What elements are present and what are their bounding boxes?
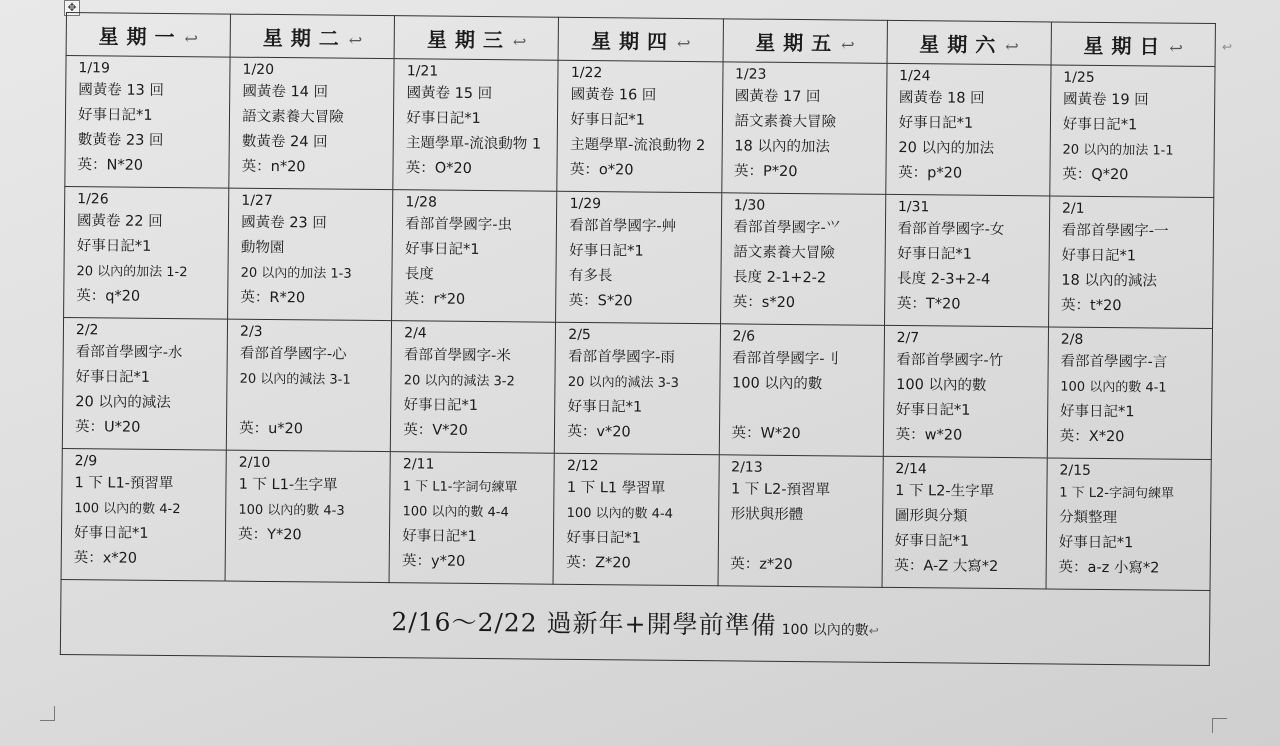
- task-line: 長度: [404, 266, 434, 283]
- task-line: 英：S*20: [568, 292, 633, 310]
- task-line: 英：p*20: [898, 164, 963, 182]
- task-line: 英：Q*20: [1062, 166, 1129, 184]
- task-line: 好事日記*1: [77, 107, 153, 124]
- day-date: 2/9: [74, 453, 98, 470]
- day-cell: [1048, 196, 1213, 329]
- task-line: 有多長: [568, 267, 613, 285]
- task-line: [238, 548, 383, 574]
- day-date: 2/5: [568, 326, 591, 344]
- task-line: 英：w*20: [895, 426, 963, 444]
- task-line: 國黃卷 15 回: [406, 85, 493, 103]
- day-cell: [555, 322, 720, 455]
- task-line: [730, 527, 875, 553]
- weekday-header: 星期日 ↩: [1051, 22, 1216, 67]
- task-line: 國黃卷 18 回: [898, 89, 985, 107]
- task-line: 英：v*20: [567, 423, 631, 441]
- task-line: 看部首學國字-女: [897, 220, 1005, 239]
- task-line: 語文素養大冒險: [242, 108, 344, 126]
- task-line: 英：q*20: [76, 288, 141, 305]
- task-line: 20 以內的加法 1-2: [76, 264, 188, 281]
- day-cell: [553, 453, 718, 586]
- day-date: 2/4: [404, 325, 427, 342]
- day-cell: [391, 321, 556, 454]
- task-line: 看部首學國字-水: [75, 344, 183, 362]
- weekday-header: 星期五 ↩: [723, 19, 888, 64]
- task-line: 好事日記*1: [897, 245, 972, 263]
- day-date: 1/22: [570, 64, 603, 82]
- day-date: 2/6: [732, 328, 756, 345]
- task-line: 英：t*20: [1060, 297, 1122, 315]
- task-line: 好事日記*1: [76, 238, 152, 255]
- task-line: 1 下 L2-字詞句練單: [1059, 485, 1175, 502]
- task-line: 英：n*20: [241, 158, 306, 176]
- task-line: 數黃卷 23 回: [77, 132, 164, 149]
- task-line: 語文素養大冒險: [733, 244, 835, 262]
- task-line: 英：N*20: [77, 157, 144, 174]
- task-line: 100 以內的數: [731, 375, 823, 393]
- day-date: 2/10: [238, 454, 271, 471]
- task-line: 好事日記*1: [570, 111, 645, 129]
- task-line: 國黃卷 16 回: [570, 86, 657, 104]
- task-line: 100 以內的數: [896, 376, 987, 394]
- day-cell: [883, 325, 1048, 458]
- task-line: 20 以內的減法 3-2: [403, 373, 515, 390]
- page-corner-marker: [40, 706, 55, 721]
- task-line: 語文素養大冒險: [734, 113, 837, 131]
- task-line: 100 以內的數 4-4: [402, 504, 509, 521]
- task-line: 英：y*20: [401, 553, 466, 570]
- task-line: 英：o*20: [569, 161, 634, 179]
- paragraph-mark-icon: ↩: [1222, 40, 1233, 54]
- day-date: 1/19: [78, 60, 110, 77]
- day-date: 1/23: [734, 66, 767, 83]
- day-cell: [225, 450, 390, 583]
- task-line: 1 下 L1-預習單: [74, 475, 174, 493]
- task-line: 100 以內的數 4-2: [74, 501, 181, 518]
- task-line: 英：Y*20: [238, 526, 302, 544]
- task-line: 20 以內的減法 3-3: [567, 374, 680, 391]
- day-cell: [556, 191, 721, 324]
- task-line: 英：U*20: [74, 419, 141, 436]
- day-cell: [228, 188, 393, 321]
- day-cell: [393, 59, 558, 192]
- task-line: 看部首學國字-心: [239, 345, 347, 363]
- task-line: 好事日記*1: [895, 401, 971, 419]
- week-row: [62, 317, 1212, 459]
- task-line: 好事日記*1: [73, 525, 149, 542]
- day-date: 1/31: [897, 198, 930, 216]
- task-line: 英：a-z 小寫*2: [1058, 559, 1160, 577]
- task-line: 20 以內的減法 3-1: [239, 371, 351, 388]
- task-line: 好事日記*1: [1058, 534, 1134, 552]
- task-line: 看部首學國字-虫: [405, 216, 513, 234]
- task-line: 20 以內的加法 1-1: [1062, 142, 1174, 159]
- day-date: 2/1: [1061, 200, 1085, 217]
- task-line: 國黃卷 19 回: [1062, 91, 1149, 109]
- day-date: 1/30: [733, 197, 766, 214]
- task-line: 好事日記*1: [406, 110, 481, 127]
- task-line: 看部首學國字-竹: [896, 351, 1004, 370]
- task-line: 1 下 L2-生字單: [895, 482, 995, 500]
- day-cell: [65, 56, 230, 189]
- task-line: 英：T*20: [896, 295, 961, 313]
- task-line: 英：W*20: [731, 425, 801, 443]
- task-line: 英：X*20: [1059, 428, 1125, 446]
- task-line: 18 以內的減法: [1061, 272, 1157, 290]
- day-date: 2/3: [240, 323, 263, 340]
- task-line: 英：A-Z 大寫*2: [894, 557, 999, 575]
- task-line: 20 以內的加法: [898, 139, 995, 157]
- task-line: 100 以內的數 4-4: [566, 505, 674, 522]
- move-cross-icon[interactable]: ✥: [64, 0, 80, 16]
- day-cell: [557, 60, 722, 193]
- task-line: 1 下 L1 學習單: [566, 479, 666, 497]
- task-line: 動物園: [240, 239, 285, 257]
- weekday-header: 星期二 ↩: [230, 14, 395, 59]
- day-date: 1/28: [405, 194, 437, 211]
- task-line: 100 以內的數 4-3: [238, 502, 345, 519]
- day-date: 2/12: [567, 457, 599, 475]
- weekday-header: 星期一 ↩: [66, 13, 231, 58]
- task-line: 20 以內的減法: [75, 394, 171, 412]
- day-date: 2/14: [895, 460, 927, 478]
- task-line: 圖形與分類: [894, 507, 968, 525]
- task-line: 好事日記*1: [1059, 403, 1135, 421]
- day-date: 2/7: [896, 329, 920, 347]
- day-cell: [885, 63, 1050, 196]
- day-cell: [884, 194, 1049, 327]
- day-cell: [718, 455, 883, 588]
- task-line: 主題學單-流浪動物 1: [405, 135, 542, 153]
- task-line: 18 以內的加法: [734, 138, 830, 156]
- task-line: 英：R*20: [240, 289, 306, 307]
- day-date: 2/11: [402, 456, 435, 473]
- day-cell: [882, 456, 1047, 589]
- schedule-table: [60, 12, 1216, 666]
- task-line: 1 下 L2-預習單: [730, 481, 831, 499]
- task-line: 20 以內的加法 1-3: [240, 265, 352, 282]
- task-line: 長度 2-3+2-4: [897, 270, 991, 288]
- task-line: [732, 396, 877, 422]
- day-date: 1/21: [406, 63, 439, 80]
- task-line: 看部首學國字-雨: [568, 348, 675, 366]
- day-cell: [1046, 458, 1211, 591]
- task-line: 英：V*20: [403, 422, 468, 439]
- day-cell: [226, 319, 391, 452]
- task-line: 1 下 L1-生字單: [238, 476, 338, 494]
- task-line: 看部首學國字-刂: [732, 350, 840, 368]
- footer-cell: 2/16～2/22 過新年+開學前準備 100 以內的數↩: [60, 579, 1210, 665]
- day-cell: [61, 448, 226, 581]
- day-cell: [721, 62, 886, 195]
- day-date: 1/25: [1063, 69, 1095, 86]
- task-line: 好事日記*1: [404, 241, 480, 258]
- day-cell: [1047, 327, 1212, 460]
- task-line: 看部首學國字-言: [1060, 353, 1168, 371]
- task-line: 好事日記*1: [1061, 247, 1137, 265]
- day-cell: [64, 186, 229, 319]
- task-line: 好事日記*1: [75, 369, 151, 386]
- task-line: 好事日記*1: [569, 242, 644, 260]
- task-line: 英：s*20: [732, 294, 796, 312]
- task-line: 看部首學國字-⺍: [733, 219, 841, 237]
- task-line: 好事日記*1: [898, 114, 974, 132]
- task-line: 主題學單-流浪動物 2: [570, 136, 706, 155]
- day-date: 2/2: [75, 322, 99, 339]
- task-line: 英：Z*20: [566, 554, 631, 572]
- week-row: [64, 186, 1214, 328]
- day-cell: [229, 57, 394, 190]
- week-row: [65, 56, 1215, 198]
- day-cell: [62, 317, 227, 450]
- task-line: 英：P*20: [733, 163, 798, 181]
- task-line: [239, 392, 384, 418]
- task-line: 看部首學國字-米: [403, 347, 511, 365]
- task-line: 國黃卷 17 回: [734, 88, 821, 106]
- task-line: 國黃卷 13 回: [78, 82, 164, 99]
- weekday-header: 星期四 ↩: [558, 17, 723, 62]
- task-line: 好事日記*1: [567, 398, 643, 416]
- day-cell: [719, 324, 884, 457]
- week-row: [61, 448, 1211, 590]
- day-cell: [1050, 65, 1215, 198]
- task-line: 100 以內的數 4-1: [1060, 379, 1167, 396]
- task-line: 英：z*20: [730, 556, 793, 573]
- day-date: 1/24: [899, 68, 931, 85]
- day-date: 2/15: [1059, 462, 1092, 479]
- day-date: 1/20: [242, 61, 275, 78]
- weekday-header: 星期三 ↩: [394, 16, 559, 61]
- page-corner-marker: [1212, 718, 1227, 733]
- day-cell: [392, 190, 557, 323]
- task-line: 分類整理: [1058, 509, 1118, 527]
- footer-main-text: 2/16～2/22 過新年+開學前準備: [391, 607, 777, 640]
- footer-row: [60, 579, 1210, 665]
- task-line: 好事日記*1: [403, 397, 479, 414]
- schedule-sheet: [59, 12, 1216, 731]
- day-date: 2/8: [1060, 331, 1084, 348]
- task-line: 形狀與形體: [730, 506, 804, 524]
- day-date: 1/27: [241, 192, 273, 209]
- task-line: 好事日記*1: [566, 529, 641, 547]
- day-cell: [389, 452, 554, 585]
- task-line: 國黃卷 14 回: [242, 83, 329, 101]
- weekday-header: 星期六 ↩: [887, 20, 1052, 65]
- footer-small-text: 100 以內的數: [781, 621, 869, 639]
- task-line: 看部首學國字-艸: [569, 217, 677, 235]
- task-line: 英：u*20: [239, 420, 304, 438]
- task-line: 看部首學國字-一: [1061, 222, 1169, 240]
- day-date: 2/13: [731, 459, 763, 476]
- day-date: 1/26: [77, 191, 109, 208]
- task-line: 好事日記*1: [894, 532, 970, 550]
- day-date: 1/29: [569, 195, 602, 213]
- task-line: 英：O*20: [405, 160, 472, 177]
- task-line: 長度 2-1+2-2: [732, 269, 827, 287]
- task-line: 好事日記*1: [1062, 116, 1138, 134]
- task-line: 國黃卷 23 回: [241, 214, 327, 232]
- task-line: 1 下 L1-字詞句練單: [402, 479, 518, 496]
- task-line: 好事日記*1: [402, 528, 477, 545]
- task-line: 國黃卷 22 回: [76, 213, 163, 230]
- task-line: 英：r*20: [404, 291, 466, 308]
- task-line: 英：x*20: [73, 550, 138, 567]
- day-cell: [720, 193, 885, 326]
- task-line: 數黃卷 24 回: [241, 133, 328, 151]
